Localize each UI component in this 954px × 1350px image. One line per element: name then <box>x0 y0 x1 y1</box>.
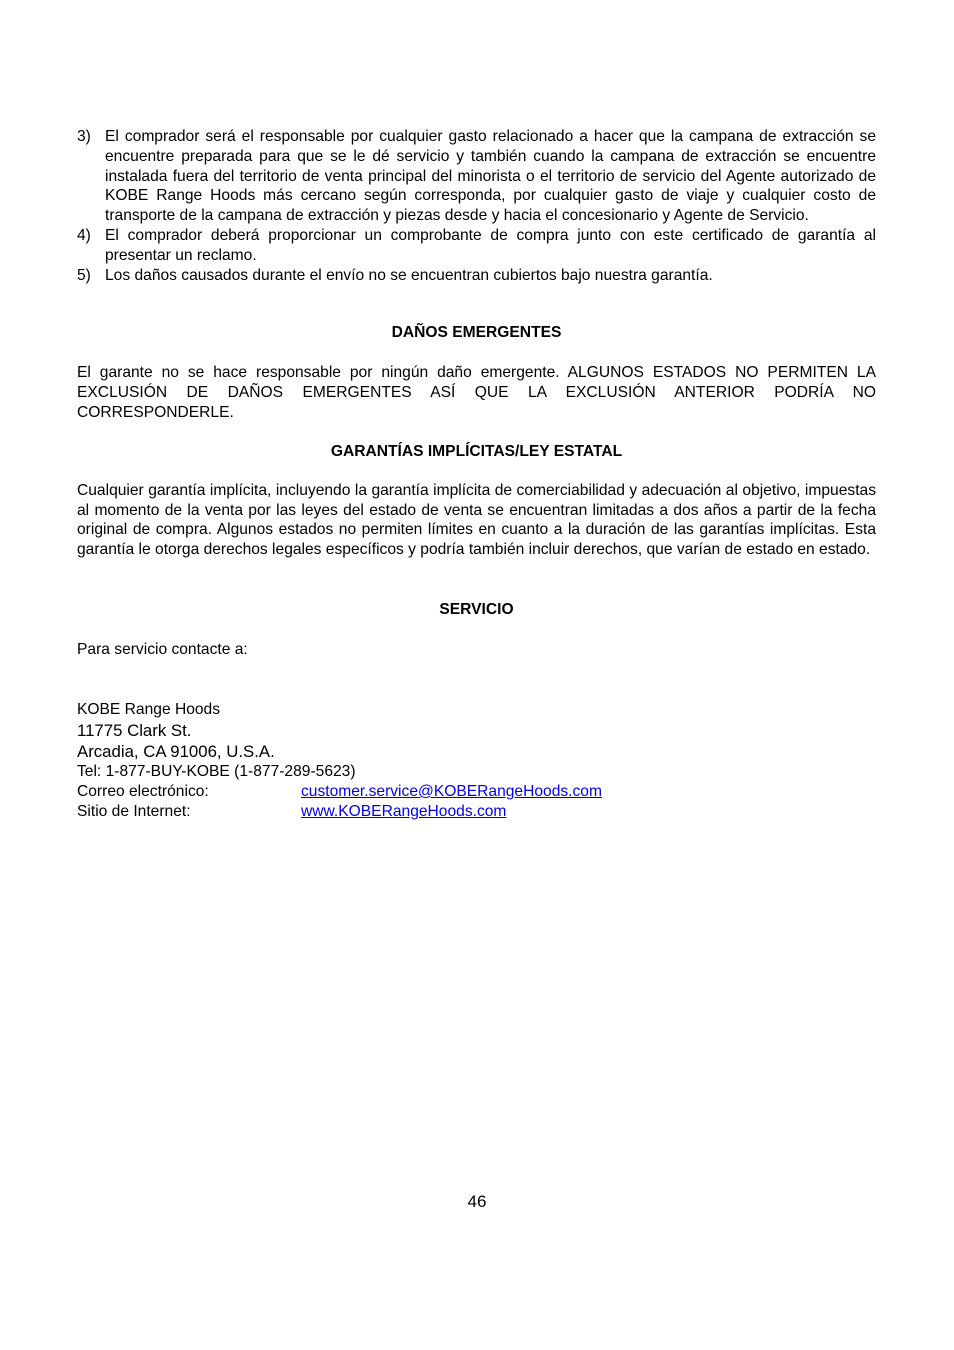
email-row <box>77 782 876 802</box>
company-name: KOBE Range Hoods <box>77 700 221 718</box>
list-text: El comprador será el responsable por cualquier gasto relacionado a hacer que la campana de extracción se encuentre preparada para que se le dé servicio y también cuando la campana de extracción se encuentre instalada fuera del territorio de venta principal del minorista o el territorio de servicio del Agente autorizado de KOBE Range Hoods más cercano según corresponda, por cualquier gasto de viaje y cualquier costo de transporte de la campana de extracción y piezas desde y hacia el concesionario y Agente de Servicio. <box>105 128 876 225</box>
website-link[interactable]: www.KOBERangeHoods.com <box>301 802 507 820</box>
list-number: 4) <box>77 226 91 244</box>
heading-garantias-implicitas: GARANTÍAS IMPLÍCITAS/LEY ESTATAL <box>330 442 623 460</box>
paragraph-danos-emergentes: El garante no se hace responsable por ningún daño emergente. ALGUNOS ESTADOS NO PERMITEN LA EXCLUSIÓN DE DAÑOS EMERGENTES ASÍ QUE LA EXCLUSIÓN ANTERIOR PODRÍA NO CORRESPONDERLE. <box>77 364 876 421</box>
list-text: El comprador deberá proporcionar un comprobante de compra junto con este certificado de garantía al presentar un reclamo. <box>105 226 876 264</box>
document-page <box>77 127 876 822</box>
email-label: Correo electrónico: <box>77 782 209 800</box>
heading-danos-emergentes: DAÑOS EMERGENTES <box>391 324 562 342</box>
paragraph-garantias-implicitas: Cualquier garantía implícita, incluyendo la garantía implícita de comerciabilidad y adecuación al objetivo, impuestas al momento de la venta por las leyes del estado de venta se encuentran limitadas a dos años a partir de la fecha original de compra. Algunos estados no permiten límites en cuanto a la duración de las garantías implícitas. Esta garantía le otorga derechos legales específicos y podría también incluir derechos, que varían de estado en estado. <box>77 481 876 559</box>
list-item-4 <box>77 226 876 266</box>
street-address: 11775 Clark St. <box>77 720 192 740</box>
email-link[interactable]: customer.service@KOBERangeHoods.com <box>301 782 602 800</box>
website-label: Sitio de Internet: <box>77 802 191 820</box>
list-text: Los daños causados durante el envío no se encuentran cubiertos bajo nuestra garantía. <box>105 266 713 284</box>
contact-block <box>77 700 876 822</box>
list-item-5 <box>77 266 876 286</box>
website-row <box>77 802 876 822</box>
list-number: 3) <box>77 128 91 145</box>
list-number: 5) <box>77 266 91 284</box>
page-number: 46 <box>467 1192 487 1211</box>
heading-servicio: SERVICIO <box>439 600 514 618</box>
list-item-3 <box>77 127 876 226</box>
telephone: Tel: 1-877-BUY-KOBE (1-877-289-5623) <box>77 762 356 780</box>
service-intro: Para servicio contacte a: <box>77 640 248 658</box>
city-address: Arcadia, CA 91006, U.S.A. <box>77 741 275 761</box>
